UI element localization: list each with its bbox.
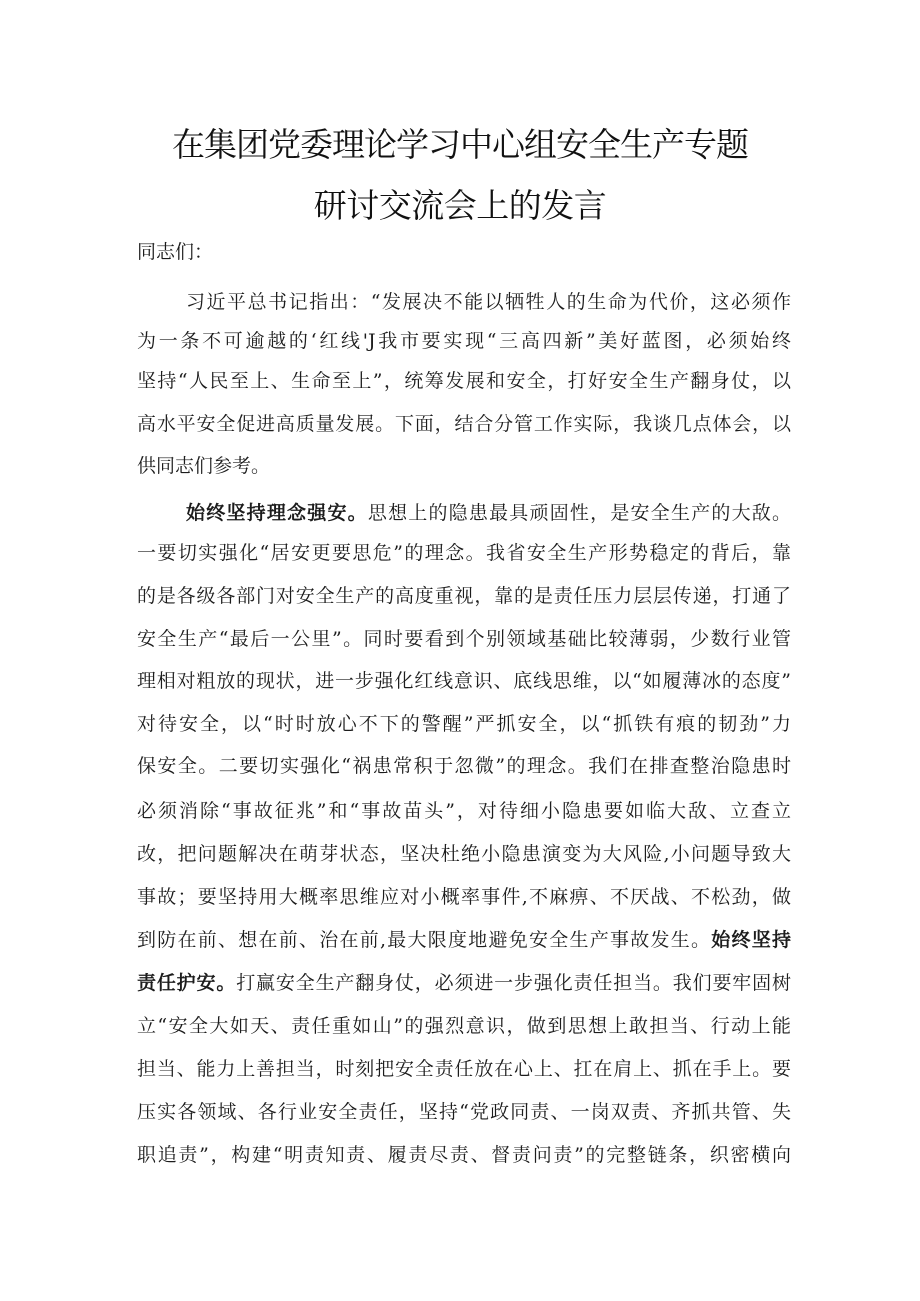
body-line (137, 963, 791, 1003)
body-text: 高水平安全促进高质量发展。下面，结合分管工作实际，我谈几点体会，以 (137, 413, 791, 435)
body-text: 压实各领域、各行业安全责任，坚持“党政同责、一岗双责、齐抓共管、失 (137, 1101, 791, 1123)
body-text: 到防在前、想在前、治在前,最大限度地避免安全生产事故发生。 (137, 929, 712, 951)
body-text: 坚持“人民至上、生命至上”，统筹发展和安全，打好安全生产翻身仗，以 (137, 370, 791, 392)
body-line (137, 877, 791, 917)
body-line (137, 746, 791, 786)
body-text: 理相对粗放的现状，进一步强化红线意识、底线思维，以“如履薄冰的态度” (137, 670, 791, 692)
body-text: 一要切实强化“居安更要思危”的理念。我省安全生产形势稳定的背后，靠 (137, 542, 791, 564)
body-text: 安全生产“最后一公里”。同时要看到个别领域基础比较薄弱，少数行业管 (137, 628, 791, 650)
body-line (137, 661, 791, 701)
body-line (137, 1135, 791, 1175)
body-text: 对待安全，以“时时放心不下的警醒”严抓安全，以“抓铁有痕的韧劲”力 (137, 713, 791, 735)
body-line (137, 704, 791, 744)
body-text: 保安全。二要切实强化“祸患常积于忽微”的理念。我们在排查整治隐患时 (137, 755, 791, 777)
body-text: 的是各级各部门对安全生产的高度重视，靠的是责任压力层层传递，打通了 (137, 585, 791, 607)
body-text: 习近平总书记指出：“发展决不能以牺牲人的生命为代价，这必须作 (186, 291, 791, 313)
document-title-line-1: 在集团党委理论学习中心组安全生产专题 (172, 125, 748, 164)
body-line (137, 1049, 791, 1089)
body-text: 为一条不可逾越的‘红线'J我市要实现“三高四新”美好蓝图，必须始终 (137, 330, 791, 352)
body-line (137, 920, 791, 960)
body-line (137, 619, 791, 659)
body-text: 立“安全大如天、责任重如山”的强烈意识，做到思想上敢担当、行动上能 (137, 1015, 791, 1037)
body-line (186, 493, 791, 533)
body-text: 思想上的隐患最具顽固性，是安全生产的大敌。 (367, 502, 791, 524)
body-line (137, 533, 791, 573)
body-line (137, 361, 791, 401)
body-line (137, 1006, 791, 1046)
body-text: 职追责”，构建“明责知责、履责尽责、督责问责”的完整链条，织密横向 (137, 1144, 791, 1166)
section-heading: 始终坚持理念强安。 (186, 502, 368, 524)
body-line (137, 1092, 791, 1132)
body-text: 供同志们参考。 (137, 455, 271, 477)
body-line (186, 282, 791, 322)
document-title-line-2: 研讨交流会上的发言 (313, 186, 607, 225)
body-line (137, 404, 791, 444)
body-text: 必须消除“事故征兆”和“事故苗头”，对待细小隐患要如临大敌、立查立 (137, 800, 791, 822)
body-text: 改，把问题解决在萌芽状态，坚决杜绝小隐患演变为大风险,小问题导致大 (137, 843, 791, 865)
body-text: 担当、能力上善担当，时刻把安全责任放在心上、扛在肩上、抓在手上。要 (137, 1058, 791, 1080)
salutation: 同志们： (137, 241, 214, 263)
body-text: 事故；要坚持用大概率思维应对小概率事件,不麻痹、不厌战、不松劲，做 (137, 886, 791, 908)
body-line (137, 791, 791, 831)
body-line (137, 446, 791, 486)
body-line (137, 834, 791, 874)
body-text: 打赢安全生产翻身仗，必须进一步强化责任担当。我们要牢固树 (236, 972, 791, 994)
body-line (137, 321, 791, 361)
body-line (137, 576, 791, 616)
section-heading: 责任护安。 (137, 972, 237, 994)
section-heading: 始终坚持 (711, 929, 791, 951)
